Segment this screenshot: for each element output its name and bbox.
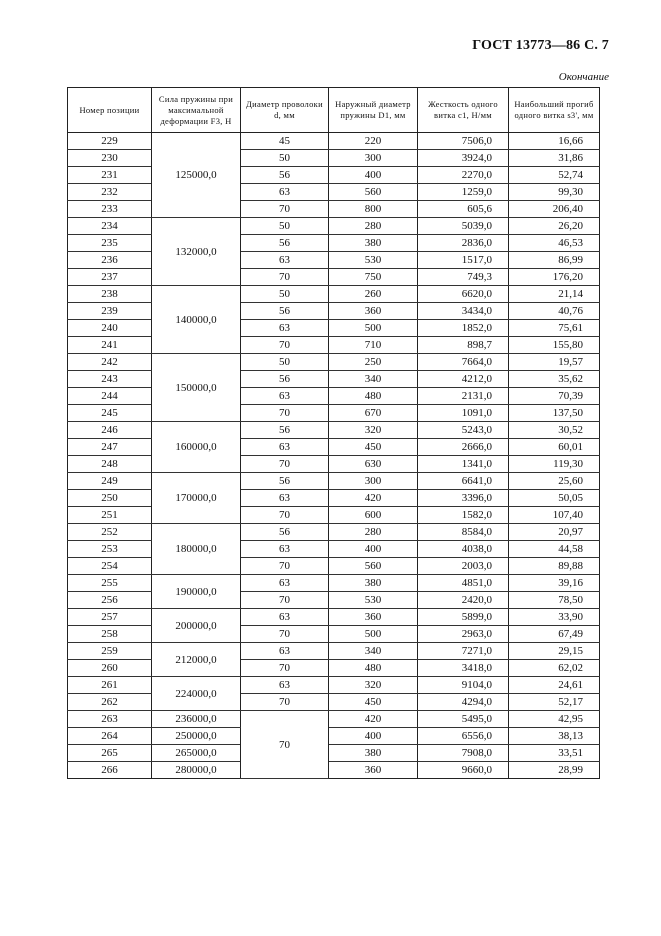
wire-diameter-cell: 63 xyxy=(241,643,329,660)
position-cell: 259 xyxy=(68,643,152,660)
table-row xyxy=(68,524,600,541)
stiffness-cell: 1582,0 xyxy=(418,507,509,524)
wire-diameter-cell: 50 xyxy=(241,218,329,235)
deflection-cell: 52,17 xyxy=(509,694,600,711)
wire-diameter-cell: 56 xyxy=(241,524,329,541)
outer-diameter-cell: 280 xyxy=(329,218,418,235)
table-row xyxy=(68,762,600,779)
position-cell: 261 xyxy=(68,677,152,694)
position-cell: 250 xyxy=(68,490,152,507)
outer-diameter-cell: 300 xyxy=(329,150,418,167)
wire-diameter-cell: 50 xyxy=(241,286,329,303)
force-cell: 250000,0 xyxy=(152,728,241,745)
deflection-cell: 29,15 xyxy=(509,643,600,660)
wire-diameter-cell: 70 xyxy=(241,269,329,286)
table-row xyxy=(68,541,600,558)
position-cell: 236 xyxy=(68,252,152,269)
position-cell: 234 xyxy=(68,218,152,235)
wire-diameter-cell: 63 xyxy=(241,541,329,558)
wire-diameter-cell: 56 xyxy=(241,371,329,388)
position-cell: 243 xyxy=(68,371,152,388)
stiffness-cell: 3418,0 xyxy=(418,660,509,677)
force-cell: 190000,0 xyxy=(152,575,241,609)
stiffness-cell: 5243,0 xyxy=(418,422,509,439)
table-row xyxy=(68,201,600,218)
deflection-cell: 137,50 xyxy=(509,405,600,422)
table-row xyxy=(68,609,600,626)
deflection-cell: 35,62 xyxy=(509,371,600,388)
deflection-cell: 19,57 xyxy=(509,354,600,371)
force-cell: 280000,0 xyxy=(152,762,241,779)
table-row xyxy=(68,303,600,320)
position-cell: 251 xyxy=(68,507,152,524)
wire-diameter-cell: 63 xyxy=(241,439,329,456)
position-cell: 265 xyxy=(68,745,152,762)
stiffness-cell: 2836,0 xyxy=(418,235,509,252)
spring-parameters-table xyxy=(67,87,600,779)
position-cell: 248 xyxy=(68,456,152,473)
stiffness-cell: 2003,0 xyxy=(418,558,509,575)
outer-diameter-cell: 420 xyxy=(329,711,418,728)
force-cell: 180000,0 xyxy=(152,524,241,575)
wire-diameter-cell: 56 xyxy=(241,303,329,320)
outer-diameter-cell: 420 xyxy=(329,490,418,507)
deflection-cell: 28,99 xyxy=(509,762,600,779)
stiffness-cell: 8584,0 xyxy=(418,524,509,541)
wire-diameter-cell: 63 xyxy=(241,609,329,626)
stiffness-cell: 2420,0 xyxy=(418,592,509,609)
column-header-force: Сила пружины при максимальной деформации F3, Н xyxy=(152,88,241,133)
outer-diameter-cell: 500 xyxy=(329,626,418,643)
wire-diameter-cell: 70 xyxy=(241,405,329,422)
position-cell: 242 xyxy=(68,354,152,371)
stiffness-cell: 4038,0 xyxy=(418,541,509,558)
outer-diameter-cell: 530 xyxy=(329,592,418,609)
outer-diameter-cell: 500 xyxy=(329,320,418,337)
outer-diameter-cell: 280 xyxy=(329,524,418,541)
deflection-cell: 78,50 xyxy=(509,592,600,609)
outer-diameter-cell: 360 xyxy=(329,762,418,779)
table-row xyxy=(68,694,600,711)
position-cell: 247 xyxy=(68,439,152,456)
position-cell: 245 xyxy=(68,405,152,422)
wire-diameter-cell: 45 xyxy=(241,133,329,150)
wire-diameter-cell: 70 xyxy=(241,201,329,218)
outer-diameter-cell: 560 xyxy=(329,184,418,201)
column-header-deflection: Наибольший прогиб одного витка s3', мм xyxy=(509,88,600,133)
wire-diameter-cell: 56 xyxy=(241,235,329,252)
wire-diameter-cell: 63 xyxy=(241,388,329,405)
force-cell: 150000,0 xyxy=(152,354,241,422)
table-row xyxy=(68,507,600,524)
wire-diameter-cell: 50 xyxy=(241,150,329,167)
stiffness-cell: 5495,0 xyxy=(418,711,509,728)
wire-diameter-cell: 70 xyxy=(241,660,329,677)
position-cell: 230 xyxy=(68,150,152,167)
stiffness-cell: 1852,0 xyxy=(418,320,509,337)
table-row xyxy=(68,643,600,660)
stiffness-cell: 605,6 xyxy=(418,201,509,218)
position-cell: 260 xyxy=(68,660,152,677)
deflection-cell: 75,61 xyxy=(509,320,600,337)
stiffness-cell: 9104,0 xyxy=(418,677,509,694)
deflection-cell: 86,99 xyxy=(509,252,600,269)
force-cell: 200000,0 xyxy=(152,609,241,643)
wire-diameter-cell: 63 xyxy=(241,490,329,507)
outer-diameter-cell: 360 xyxy=(329,303,418,320)
outer-diameter-cell: 380 xyxy=(329,575,418,592)
deflection-cell: 50,05 xyxy=(509,490,600,507)
position-cell: 264 xyxy=(68,728,152,745)
deflection-cell: 46,53 xyxy=(509,235,600,252)
position-cell: 239 xyxy=(68,303,152,320)
wire-diameter-cell: 70 xyxy=(241,592,329,609)
outer-diameter-cell: 450 xyxy=(329,694,418,711)
outer-diameter-cell: 530 xyxy=(329,252,418,269)
deflection-cell: 26,20 xyxy=(509,218,600,235)
stiffness-cell: 1259,0 xyxy=(418,184,509,201)
force-cell: 236000,0 xyxy=(152,711,241,728)
stiffness-cell: 749,3 xyxy=(418,269,509,286)
deflection-cell: 62,02 xyxy=(509,660,600,677)
deflection-cell: 206,40 xyxy=(509,201,600,218)
position-cell: 262 xyxy=(68,694,152,711)
stiffness-cell: 4212,0 xyxy=(418,371,509,388)
wire-diameter-cell: 70 xyxy=(241,711,329,779)
outer-diameter-cell: 380 xyxy=(329,745,418,762)
stiffness-cell: 6556,0 xyxy=(418,728,509,745)
wire-diameter-cell: 56 xyxy=(241,422,329,439)
table-row xyxy=(68,286,600,303)
force-cell: 140000,0 xyxy=(152,286,241,354)
stiffness-cell: 3434,0 xyxy=(418,303,509,320)
stiffness-cell: 2963,0 xyxy=(418,626,509,643)
stiffness-cell: 2131,0 xyxy=(418,388,509,405)
table-row xyxy=(68,388,600,405)
deflection-cell: 21,14 xyxy=(509,286,600,303)
table-row xyxy=(68,660,600,677)
column-header-stiffness: Жесткость одного витка c1, Н/мм xyxy=(418,88,509,133)
wire-diameter-cell: 63 xyxy=(241,575,329,592)
position-cell: 246 xyxy=(68,422,152,439)
stiffness-cell: 6641,0 xyxy=(418,473,509,490)
table-row xyxy=(68,575,600,592)
stiffness-cell: 9660,0 xyxy=(418,762,509,779)
outer-diameter-cell: 320 xyxy=(329,422,418,439)
outer-diameter-cell: 400 xyxy=(329,167,418,184)
deflection-cell: 25,60 xyxy=(509,473,600,490)
position-cell: 229 xyxy=(68,133,152,150)
stiffness-cell: 5899,0 xyxy=(418,609,509,626)
deflection-cell: 42,95 xyxy=(509,711,600,728)
deflection-cell: 16,66 xyxy=(509,133,600,150)
deflection-cell: 119,30 xyxy=(509,456,600,473)
outer-diameter-cell: 360 xyxy=(329,609,418,626)
position-cell: 238 xyxy=(68,286,152,303)
deflection-cell: 30,52 xyxy=(509,422,600,439)
wire-diameter-cell: 63 xyxy=(241,252,329,269)
outer-diameter-cell: 630 xyxy=(329,456,418,473)
position-cell: 255 xyxy=(68,575,152,592)
table-row xyxy=(68,558,600,575)
force-cell: 224000,0 xyxy=(152,677,241,711)
wire-diameter-cell: 70 xyxy=(241,507,329,524)
force-cell: 265000,0 xyxy=(152,745,241,762)
position-cell: 266 xyxy=(68,762,152,779)
table-row xyxy=(68,354,600,371)
deflection-cell: 107,40 xyxy=(509,507,600,524)
outer-diameter-cell: 340 xyxy=(329,371,418,388)
outer-diameter-cell: 560 xyxy=(329,558,418,575)
position-cell: 258 xyxy=(68,626,152,643)
stiffness-cell: 6620,0 xyxy=(418,286,509,303)
table-header xyxy=(68,88,600,133)
position-cell: 240 xyxy=(68,320,152,337)
outer-diameter-cell: 320 xyxy=(329,677,418,694)
position-cell: 263 xyxy=(68,711,152,728)
wire-diameter-cell: 63 xyxy=(241,184,329,201)
column-header-position: Номер позиции xyxy=(68,88,152,133)
table-row xyxy=(68,337,600,354)
table-row xyxy=(68,473,600,490)
stiffness-cell: 7271,0 xyxy=(418,643,509,660)
stiffness-cell: 1341,0 xyxy=(418,456,509,473)
table-row xyxy=(68,745,600,762)
deflection-cell: 24,61 xyxy=(509,677,600,694)
wire-diameter-cell: 70 xyxy=(241,337,329,354)
force-cell: 212000,0 xyxy=(152,643,241,677)
stiffness-cell: 1517,0 xyxy=(418,252,509,269)
deflection-cell: 20,97 xyxy=(509,524,600,541)
outer-diameter-cell: 480 xyxy=(329,660,418,677)
table-row xyxy=(68,456,600,473)
table-row xyxy=(68,490,600,507)
deflection-cell: 60,01 xyxy=(509,439,600,456)
outer-diameter-cell: 380 xyxy=(329,235,418,252)
deflection-cell: 67,49 xyxy=(509,626,600,643)
table-row xyxy=(68,133,600,150)
position-cell: 237 xyxy=(68,269,152,286)
wire-diameter-cell: 63 xyxy=(241,677,329,694)
deflection-cell: 52,74 xyxy=(509,167,600,184)
deflection-cell: 38,13 xyxy=(509,728,600,745)
outer-diameter-cell: 800 xyxy=(329,201,418,218)
outer-diameter-cell: 710 xyxy=(329,337,418,354)
outer-diameter-cell: 670 xyxy=(329,405,418,422)
position-cell: 256 xyxy=(68,592,152,609)
deflection-cell: 39,16 xyxy=(509,575,600,592)
deflection-cell: 31,86 xyxy=(509,150,600,167)
force-cell: 132000,0 xyxy=(152,218,241,286)
table-row xyxy=(68,592,600,609)
outer-diameter-cell: 220 xyxy=(329,133,418,150)
deflection-cell: 70,39 xyxy=(509,388,600,405)
table-row xyxy=(68,371,600,388)
wire-diameter-cell: 56 xyxy=(241,167,329,184)
force-cell: 170000,0 xyxy=(152,473,241,524)
outer-diameter-cell: 400 xyxy=(329,541,418,558)
table-row xyxy=(68,405,600,422)
outer-diameter-cell: 600 xyxy=(329,507,418,524)
table-row xyxy=(68,711,600,728)
table-row xyxy=(68,167,600,184)
wire-diameter-cell: 70 xyxy=(241,558,329,575)
table-row xyxy=(68,252,600,269)
position-cell: 257 xyxy=(68,609,152,626)
table-row xyxy=(68,626,600,643)
stiffness-cell: 2270,0 xyxy=(418,167,509,184)
table-row xyxy=(68,728,600,745)
outer-diameter-cell: 340 xyxy=(329,643,418,660)
deflection-cell: 99,30 xyxy=(509,184,600,201)
force-cell: 160000,0 xyxy=(152,422,241,473)
outer-diameter-cell: 400 xyxy=(329,728,418,745)
stiffness-cell: 4294,0 xyxy=(418,694,509,711)
deflection-cell: 33,90 xyxy=(509,609,600,626)
deflection-cell: 33,51 xyxy=(509,745,600,762)
table-row xyxy=(68,218,600,235)
stiffness-cell: 1091,0 xyxy=(418,405,509,422)
deflection-cell: 89,88 xyxy=(509,558,600,575)
position-cell: 252 xyxy=(68,524,152,541)
outer-diameter-cell: 480 xyxy=(329,388,418,405)
deflection-cell: 176,20 xyxy=(509,269,600,286)
stiffness-cell: 7506,0 xyxy=(418,133,509,150)
position-cell: 254 xyxy=(68,558,152,575)
wire-diameter-cell: 63 xyxy=(241,320,329,337)
table-row xyxy=(68,677,600,694)
table-row xyxy=(68,184,600,201)
wire-diameter-cell: 70 xyxy=(241,456,329,473)
table-row xyxy=(68,235,600,252)
table-row xyxy=(68,150,600,167)
table-body xyxy=(68,133,600,779)
stiffness-cell: 7664,0 xyxy=(418,354,509,371)
stiffness-cell: 7908,0 xyxy=(418,745,509,762)
position-cell: 253 xyxy=(68,541,152,558)
position-cell: 244 xyxy=(68,388,152,405)
table-continuation-caption: Окончание xyxy=(558,71,609,83)
outer-diameter-cell: 250 xyxy=(329,354,418,371)
table-row xyxy=(68,439,600,456)
position-cell: 232 xyxy=(68,184,152,201)
deflection-cell: 155,80 xyxy=(509,337,600,354)
outer-diameter-cell: 300 xyxy=(329,473,418,490)
position-cell: 235 xyxy=(68,235,152,252)
stiffness-cell: 4851,0 xyxy=(418,575,509,592)
deflection-cell: 44,58 xyxy=(509,541,600,558)
stiffness-cell: 898,7 xyxy=(418,337,509,354)
wire-diameter-cell: 70 xyxy=(241,626,329,643)
stiffness-cell: 2666,0 xyxy=(418,439,509,456)
page-header: ГОСТ 13773—86 С. 7 xyxy=(472,38,609,53)
wire-diameter-cell: 56 xyxy=(241,473,329,490)
table-row xyxy=(68,269,600,286)
outer-diameter-cell: 260 xyxy=(329,286,418,303)
deflection-cell: 40,76 xyxy=(509,303,600,320)
column-header-wire-diameter: Диаметр проволоки d, мм xyxy=(241,88,329,133)
force-cell: 125000,0 xyxy=(152,133,241,218)
position-cell: 249 xyxy=(68,473,152,490)
wire-diameter-cell: 50 xyxy=(241,354,329,371)
position-cell: 233 xyxy=(68,201,152,218)
outer-diameter-cell: 450 xyxy=(329,439,418,456)
table-row xyxy=(68,320,600,337)
position-cell: 241 xyxy=(68,337,152,354)
stiffness-cell: 3396,0 xyxy=(418,490,509,507)
column-header-outer-diameter: Наружный диаметр пружины D1, мм xyxy=(329,88,418,133)
stiffness-cell: 5039,0 xyxy=(418,218,509,235)
stiffness-cell: 3924,0 xyxy=(418,150,509,167)
position-cell: 231 xyxy=(68,167,152,184)
wire-diameter-cell: 70 xyxy=(241,694,329,711)
outer-diameter-cell: 750 xyxy=(329,269,418,286)
table-row xyxy=(68,422,600,439)
